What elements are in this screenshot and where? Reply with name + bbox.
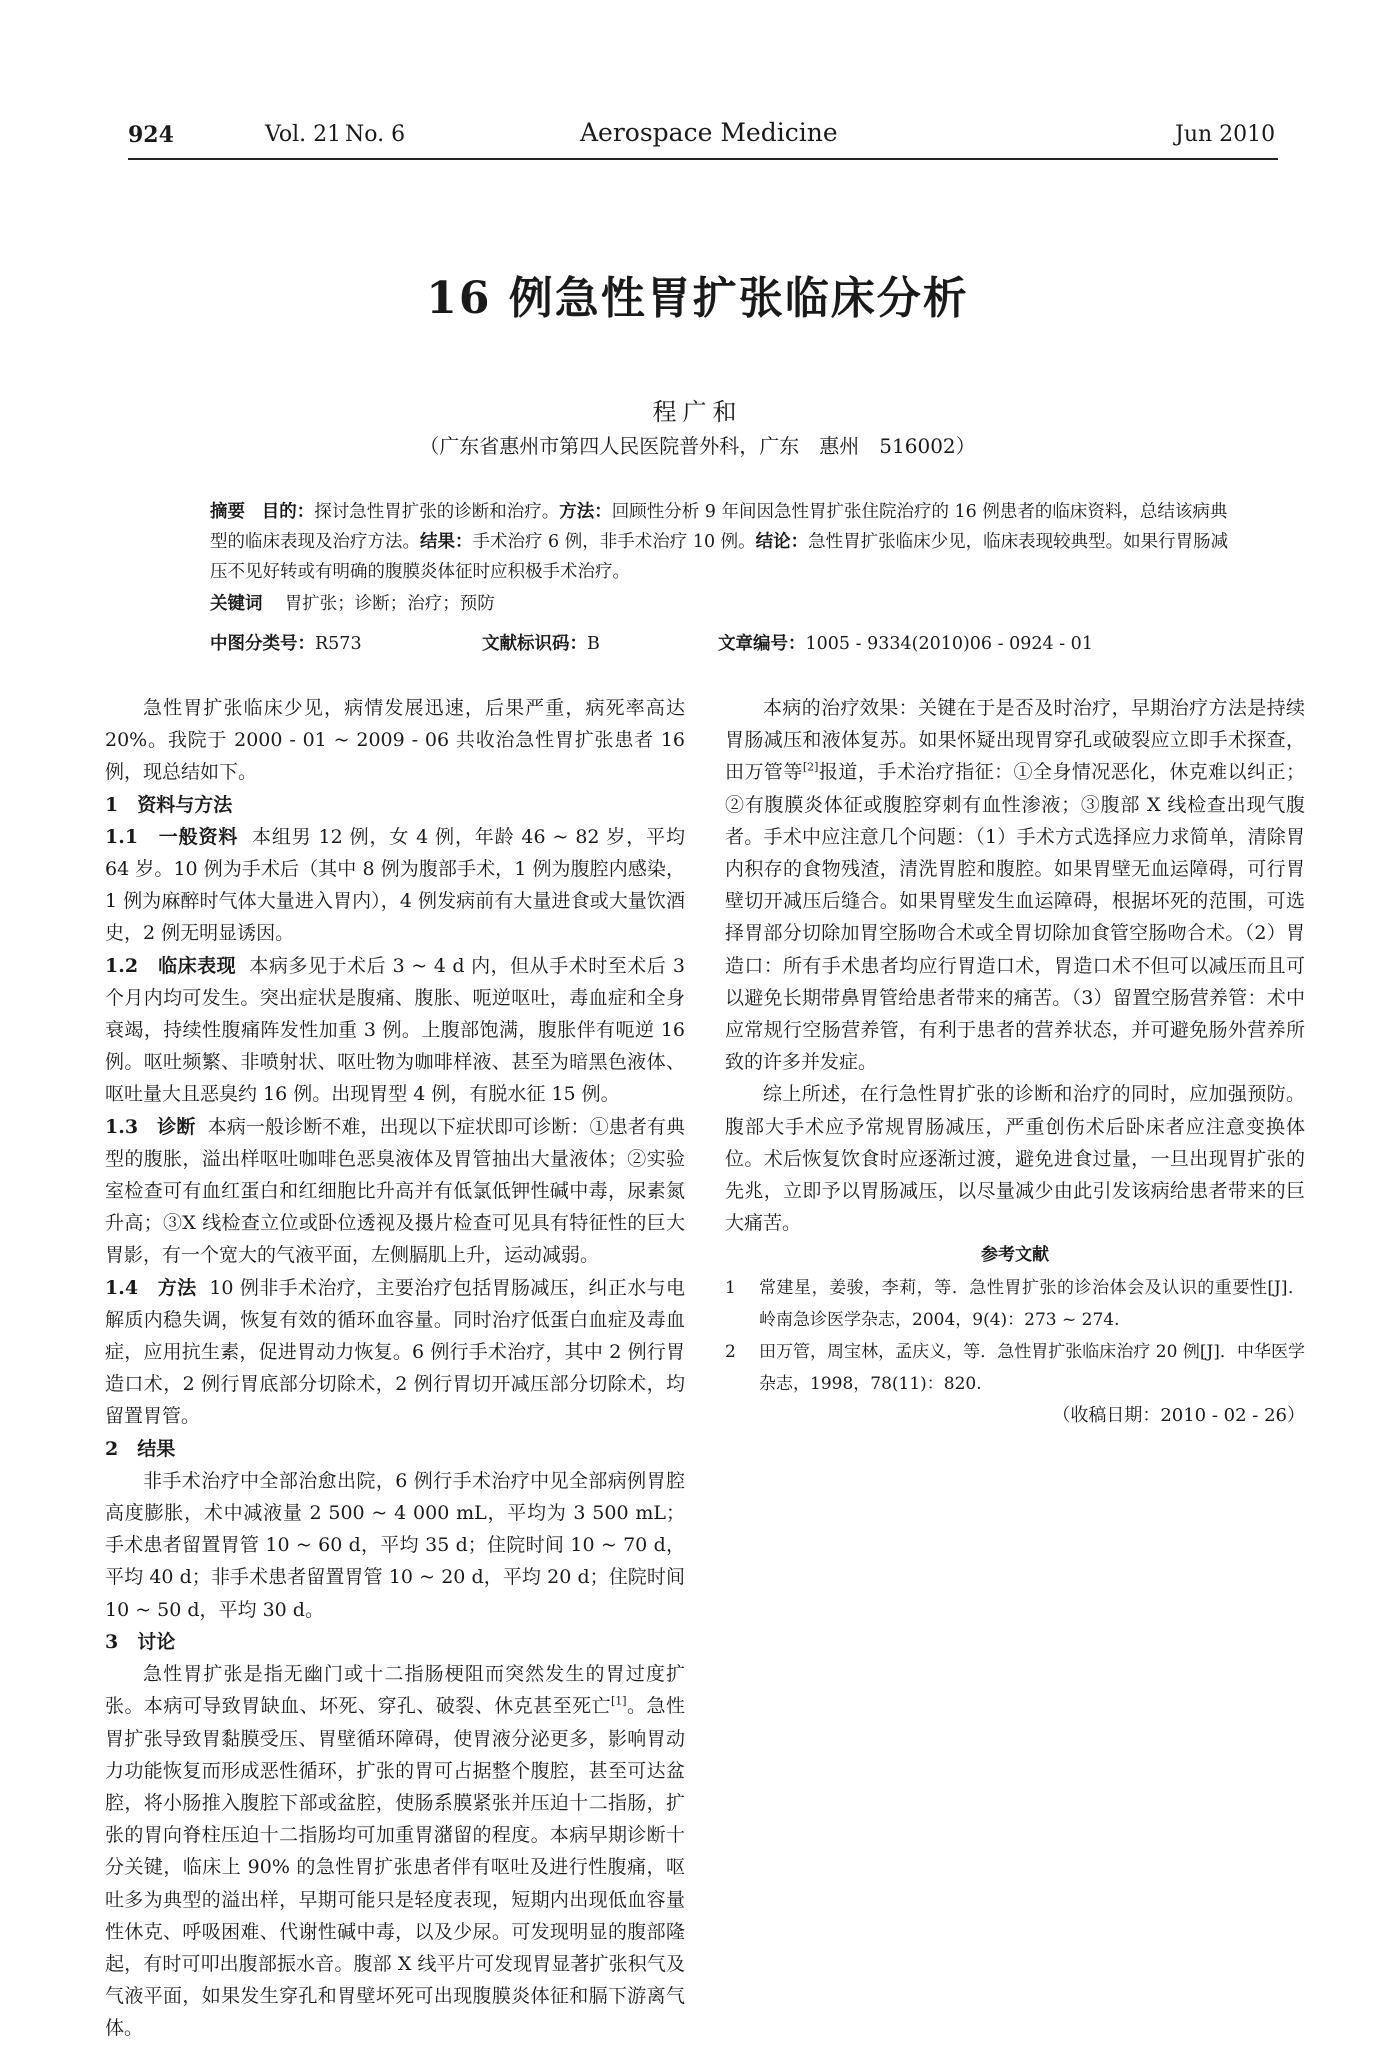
page-number: 924 (128, 122, 174, 148)
abstract (210, 497, 1235, 587)
journal-name: Aerospace Medicine (580, 118, 838, 147)
doc-value: B (587, 634, 600, 654)
article-label: 文章编号： (718, 634, 806, 654)
reference-number: 1 (725, 1277, 736, 1298)
article-value: 1005 - 9334(2010)06 - 0924 - 01 (805, 634, 1093, 654)
clc-value: R573 (315, 634, 362, 654)
section-3-paragraph-3: 综上所述，在行急性胃扩张的诊断和治疗的同时，应加强预防。腹部大手术应予常规胃肠减压，严重创伤术后卧床者应注意变换体位。术后恢复饮食时应逐渐过渡，避免进食过量，一旦出现胃扩张的先兆，立即予以胃肠减压，以尽量减少由此引发该病给患者带来的巨大痛苦。 (725, 1083, 1305, 1235)
section-1-2-text: 本病多见于术后 3 ~ 4 d 内，但从手术时至术后 3 个月内均可发生。突出症状是腹痛、腹胀、呃逆呕吐，毒血症和全身衰竭，持续性腹痛阵发性加重 3 例。上腹部饱满，腹胀伴有呃逆 16 例。呕吐频繁、非喷射状、呕吐物为咖啡样液、甚至为暗黑色液体、呕吐量大且恶臭约 16 例。出现胃型 4 例，有脱水征 15 例。 (105, 954, 685, 1106)
section-1-1-text: 本组男 12 例，女 4 例，年龄 46 ~ 82 岁，平均 64 岁。10 例为手术后（其中 8 例为腹部手术，1 例为腹腔内感染，1 例为麻醉时气体大量进入胃内），4 例发病前有大量进食或大量饮酒史，2 例无明显诱因。 (105, 825, 685, 945)
document-code (482, 630, 600, 655)
keywords-label: 关键词 (210, 594, 263, 614)
section-2-text: 非手术治疗中全部治愈出院，6 例行手术治疗中见全部病例胃腔高度膨胀，术中减液量 2 500 ~ 4 000 mL，平均为 3 500 mL；手术患者留置胃管 10 ~ 60 d，平均 35 d；住院时间 10 ~ 70 d，平均 40 d；非手术患者留置胃管 10 ~ 20 d，平均 20 d；住院时间 10 ~ 50 d，平均 30 d。 (105, 1469, 685, 1621)
conclusion-text: 急性胃扩张临床少见，临床表现较典型。如果行胃肠减压不见好转或有明确的腹膜炎体征时应积极手术治疗。 (210, 532, 1229, 582)
reference-text: 常建星，姜骏，李莉，等．急性胃扩张的诊治体会及认识的重要性[J]．岭南急诊医学杂志，2004，9(4)：273 ~ 274. (759, 1277, 1305, 1330)
right-column (725, 692, 1305, 1433)
section-3-p2-text-a: 本病的治疗效果：关键在于是否及时治疗，早期治疗方法是持续胃肠减压和液体复苏。如果怀疑出现胃穿孔或破裂应立即手术探查，田万管等 (725, 697, 1305, 784)
left-column (105, 692, 685, 2045)
result-label: 结果： (420, 532, 473, 552)
section-3-p1-text-a: 急性胃扩张是指无幽门或十二指肠梗阻而突然发生的胃过度扩张。本病可导致胃缺血、坏死、穿孔、破裂、休克甚至死亡 (105, 1663, 685, 1718)
section-1-2 (105, 950, 685, 1111)
section-2-heading: 2 结果 (105, 1437, 176, 1460)
intro-paragraph: 急性胃扩张临床少见，病情发展迅速，后果严重，病死率高达 20%。我院于 2000 - 01 ~ 2009 - 06 共收治急性胃扩张患者 16 例，现总结如下。 (105, 697, 685, 784)
objective-text: 探讨急性胃扩张的诊断和治疗。 (314, 502, 560, 522)
conclusion-label: 结论： (755, 532, 809, 552)
result-text: 手术治疗 6 例，非手术治疗 10 例。 (472, 532, 756, 552)
reference-item (725, 1272, 1305, 1336)
section-1-1-heading: 1.1 一般资料 (105, 825, 239, 848)
section-1-4-text: 10 例非手术治疗，主要治疗包括胃肠减压，纠正水与电解质内稳失调，恢复有效的循环血容量。同时治疗低蛋白血症及毒血症，应用抗生素，促进胃动力恢复。6 例行手术治疗，其中 2 例行胃造口术，2 例行胃底部分切除术，2 例行胃切开减压部分切除术，均留置胃管。 (105, 1276, 685, 1428)
abstract-label: 摘要 (210, 502, 245, 522)
keywords (210, 590, 495, 615)
method-label: 方法： (559, 502, 612, 522)
page-title: 16 例急性胃扩张临床分析 (426, 273, 969, 324)
reference-number: 2 (725, 1342, 736, 1363)
section-1-1 (105, 821, 685, 950)
affiliation: （广东省惠州市第四人民医院普外科，广东 惠州 516002） (419, 434, 976, 458)
objective-label: 目的： (261, 502, 315, 522)
keywords-value: 胃扩张；诊断；治疗；预防 (284, 594, 495, 614)
clc-number (210, 630, 362, 655)
section-1-4-heading: 1.4 方法 (105, 1276, 197, 1299)
received-date: （收稿日期：2010 - 02 - 26） (1052, 1405, 1305, 1427)
author: 程广和 (652, 398, 743, 426)
reference-list (725, 1272, 1305, 1401)
section-3-paragraph-1 (105, 1658, 685, 2044)
article-number (718, 630, 1093, 655)
reference-text: 田万管，周宝林，孟庆义，等．急性胃扩张临床治疗 20 例[J]．中华医学杂志，1998，78(11)：820. (759, 1342, 1305, 1395)
citation-1: [1] (611, 1694, 627, 1708)
section-1-heading: 1 资料与方法 (105, 793, 233, 816)
section-3-paragraph-2 (725, 692, 1305, 1078)
section-1-2-heading: 1.2 临床表现 (105, 954, 237, 977)
section-3-p2-text-b: 报道，手术治疗指征：①全身情况恶化，休克难以纠正；②有腹膜炎体征或腹腔穿刺有血性渗液；③腹部 X 线检查出现气腹者。手术中应注意几个问题：（1）手术方式选择应力求简单，清除胃内积存的食物残渣，清洗胃腔和腹腔。如果胃壁无血运障碍，可行胃壁切开减压后缝合。如果胃壁发生血运障碍，根据坏死的范围，可选择胃部分切除加胃空肠吻合术或全胃切除加食管空肠吻合术。（2）胃造口：所有手术患者均应行胃造口术，胃造口术不但可以减压而且可以避免长期带鼻胃管给患者带来的痛苦。（3）留置空肠营养管：术中应常规行空肠营养管，有利于患者的营养状态，并可避免肠外营养所致的许多并发症。 (725, 761, 1305, 1074)
header-rule (128, 158, 1278, 160)
section-3-p1-text-b: 。急性胃扩张导致胃黏膜受压、胃壁循环障碍，使胃液分泌更多，影响胃动力功能恢复而形成恶性循环，扩张的胃可占据整个腹腔，甚至可达盆腔，将小肠推入腹腔下部或盆腔，使肠系膜紧张并压迫十二指肠，扩张的胃向脊柱压迫十二指肠均可加重胃潴留的程度。本病早期诊断十分关键，临床上 90% 的急性胃扩张患者伴有呕吐及进行性腹痛，呕吐多为典型的溢出样，早期可能只是轻度表现，短期内出现低血容量性休克、呼吸困难、代谢性碱中毒，以及少尿。可发现明显的腹部隆起，有时可叩出腹部振水音。腹部 X 线平片可发现胃显著扩张积气及气液平面，如果发生穿孔和胃壁坏死可出现腹膜炎体征和膈下游离气体。 (105, 1695, 685, 2040)
section-1-3-heading: 1.3 诊断 (105, 1115, 196, 1138)
clc-label: 中图分类号： (210, 634, 315, 654)
citation-2: [2] (802, 761, 819, 775)
section-3-heading: 3 讨论 (105, 1630, 176, 1653)
doc-label: 文献标识码： (482, 634, 587, 654)
volume: Vol. 21 (265, 122, 342, 147)
issue-date: Jun 2010 (1175, 122, 1276, 147)
section-1-3 (105, 1111, 685, 1272)
section-1-4 (105, 1272, 685, 1433)
issue: No. 6 (345, 122, 406, 147)
reference-item (725, 1336, 1305, 1400)
method-text: 回顾性分析 9 年间因急性胃扩张住院治疗的 16 例患者的临床资料，总结该病典型的临床表现及治疗方法。 (210, 502, 1228, 552)
section-1-3-text: 本病一般诊断不难，出现以下症状即可诊断：①患者有典型的腹胀，溢出样呕吐咖啡色恶臭液体及胃管抽出大量液体；②实验室检查可有血红蛋白和红细胞比升高并有低氯低钾性碱中毒，尿素氮升高；③X 线检查立位或卧位透视及摄片检查可见具有特征性的巨大胃影，有一个宽大的气液平面，左侧膈肌上升，运动减弱。 (105, 1115, 685, 1267)
references-heading: 参考文献 (981, 1245, 1049, 1266)
